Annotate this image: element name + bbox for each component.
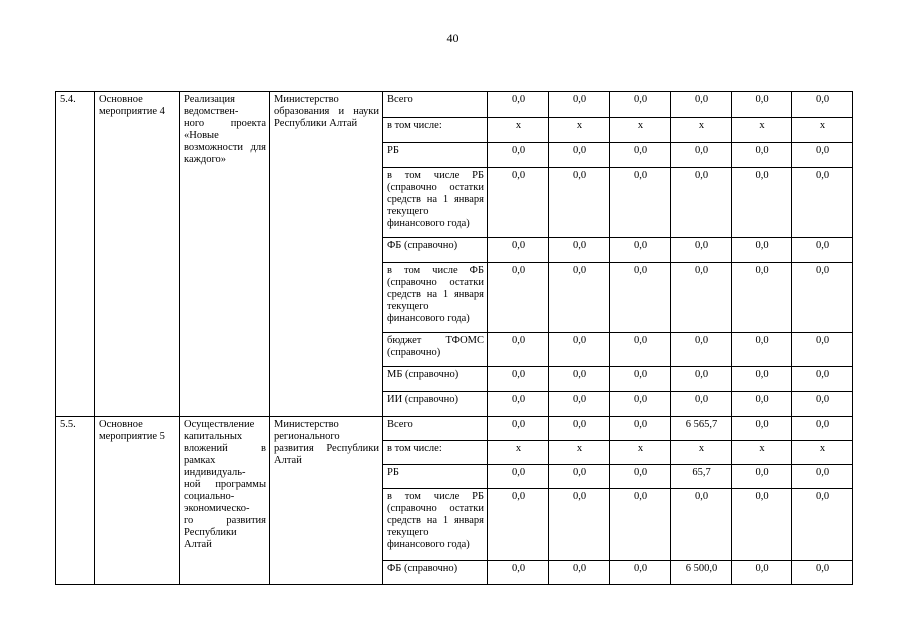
amount-cell: 0,0 (792, 168, 853, 238)
amount-cell: х (792, 118, 853, 143)
amount-cell: 0,0 (610, 367, 671, 392)
amount-cell: 0,0 (488, 417, 549, 441)
amount-cell: 0,0 (792, 333, 853, 367)
amount-cell: 0,0 (488, 489, 549, 561)
funding-source: ИИ (справочно) (383, 392, 488, 417)
amount-cell: 0,0 (549, 465, 610, 489)
amount-cell: 0,0 (610, 92, 671, 118)
amount-cell: 0,0 (549, 333, 610, 367)
amount-cell: 65,7 (671, 465, 732, 489)
amount-cell: 0,0 (610, 465, 671, 489)
amount-cell: 0,0 (488, 238, 549, 263)
amount-cell: 0,0 (732, 417, 792, 441)
amount-cell: 0,0 (732, 333, 792, 367)
project-name: Реализация ведомствен- ного проекта «Новые возможности для каждого» (180, 92, 270, 417)
amount-cell: х (549, 441, 610, 465)
amount-cell: 0,0 (549, 92, 610, 118)
amount-cell: 6 565,7 (671, 417, 732, 441)
amount-cell: 0,0 (610, 392, 671, 417)
amount-cell: 0,0 (671, 143, 732, 168)
amount-cell: 0,0 (610, 238, 671, 263)
amount-cell: 6 500,0 (671, 561, 732, 585)
amount-cell: 0,0 (488, 263, 549, 333)
funding-source: МБ (справочно) (383, 367, 488, 392)
amount-cell: 0,0 (732, 367, 792, 392)
amount-cell: 0,0 (610, 168, 671, 238)
funding-table (55, 91, 853, 585)
amount-cell: х (610, 441, 671, 465)
amount-cell: 0,0 (549, 392, 610, 417)
amount-cell: 0,0 (671, 489, 732, 561)
amount-cell: 0,0 (549, 417, 610, 441)
amount-cell: 0,0 (671, 263, 732, 333)
amount-cell: х (671, 441, 732, 465)
amount-cell: 0,0 (732, 92, 792, 118)
table-row (56, 92, 853, 118)
amount-cell: 0,0 (610, 561, 671, 585)
funding-source: в том числе РБ (справочно остатки средств на 1 января текущего финансового года) (383, 489, 488, 561)
amount-cell: 0,0 (549, 561, 610, 585)
amount-cell: х (732, 441, 792, 465)
amount-cell: 0,0 (671, 367, 732, 392)
amount-cell: 0,0 (549, 263, 610, 333)
amount-cell: х (610, 118, 671, 143)
amount-cell: 0,0 (610, 143, 671, 168)
amount-cell: 0,0 (732, 263, 792, 333)
amount-cell: 0,0 (671, 168, 732, 238)
amount-cell: 0,0 (488, 168, 549, 238)
amount-cell: 0,0 (792, 92, 853, 118)
amount-cell: х (732, 118, 792, 143)
amount-cell: 0,0 (732, 392, 792, 417)
amount-cell: 0,0 (549, 168, 610, 238)
amount-cell: 0,0 (488, 143, 549, 168)
amount-cell: 0,0 (792, 561, 853, 585)
funding-source: ФБ (справочно) (383, 238, 488, 263)
event-name: Основное мероприятие 5 (95, 417, 180, 585)
executor-name: Министерство регионального развития Республики Алтай (270, 417, 383, 585)
amount-cell: х (488, 441, 549, 465)
amount-cell: 0,0 (488, 92, 549, 118)
amount-cell: 0,0 (792, 238, 853, 263)
amount-cell: 0,0 (732, 168, 792, 238)
amount-cell: х (792, 441, 853, 465)
page-number: 40 (446, 31, 459, 45)
amount-cell: 0,0 (792, 465, 853, 489)
amount-cell: 0,0 (488, 392, 549, 417)
amount-cell: 0,0 (549, 489, 610, 561)
amount-cell: 0,0 (732, 489, 792, 561)
funding-source: Всего (383, 417, 488, 441)
amount-cell: 0,0 (732, 561, 792, 585)
funding-source: в том числе РБ (справочно остатки средств на 1 января текущего финансового года) (383, 168, 488, 238)
amount-cell: 0,0 (549, 367, 610, 392)
amount-cell: 0,0 (610, 489, 671, 561)
table-row (56, 417, 853, 441)
amount-cell: 0,0 (549, 238, 610, 263)
funding-source: в том числе ФБ (справочно остатки средств на 1 января текущего финансового года) (383, 263, 488, 333)
amount-cell: 0,0 (732, 465, 792, 489)
funding-source: РБ (383, 465, 488, 489)
item-code: 5.5. (56, 417, 95, 585)
funding-source: РБ (383, 143, 488, 168)
amount-cell: 0,0 (792, 417, 853, 441)
amount-cell: 0,0 (671, 92, 732, 118)
amount-cell: 0,0 (488, 333, 549, 367)
amount-cell: 0,0 (610, 263, 671, 333)
project-name: Осуществление капитальных вложений в рамках индивидуаль- ной программы социально- экономическо- го развития Республики Алтай (180, 417, 270, 585)
funding-source: Всего (383, 92, 488, 118)
amount-cell: 0,0 (488, 465, 549, 489)
amount-cell: 0,0 (792, 263, 853, 333)
amount-cell: х (549, 118, 610, 143)
funding-source: бюджет ТФОМС (справочно) (383, 333, 488, 367)
amount-cell: 0,0 (792, 489, 853, 561)
item-code: 5.4. (56, 92, 95, 417)
funding-source: ФБ (справочно) (383, 561, 488, 585)
amount-cell: 0,0 (671, 333, 732, 367)
amount-cell: 0,0 (671, 392, 732, 417)
amount-cell: 0,0 (792, 392, 853, 417)
amount-cell: х (488, 118, 549, 143)
funding-table-body (56, 92, 853, 585)
amount-cell: 0,0 (610, 417, 671, 441)
amount-cell: 0,0 (732, 238, 792, 263)
amount-cell: 0,0 (488, 367, 549, 392)
amount-cell: 0,0 (732, 143, 792, 168)
amount-cell: 0,0 (549, 143, 610, 168)
funding-source: в том числе: (383, 118, 488, 143)
amount-cell: 0,0 (610, 333, 671, 367)
funding-source: в том числе: (383, 441, 488, 465)
amount-cell: х (671, 118, 732, 143)
event-name: Основное мероприятие 4 (95, 92, 180, 417)
executor-name: Министерство образования и науки Республики Алтай (270, 92, 383, 417)
amount-cell: 0,0 (792, 143, 853, 168)
amount-cell: 0,0 (488, 561, 549, 585)
amount-cell: 0,0 (792, 367, 853, 392)
amount-cell: 0,0 (671, 238, 732, 263)
